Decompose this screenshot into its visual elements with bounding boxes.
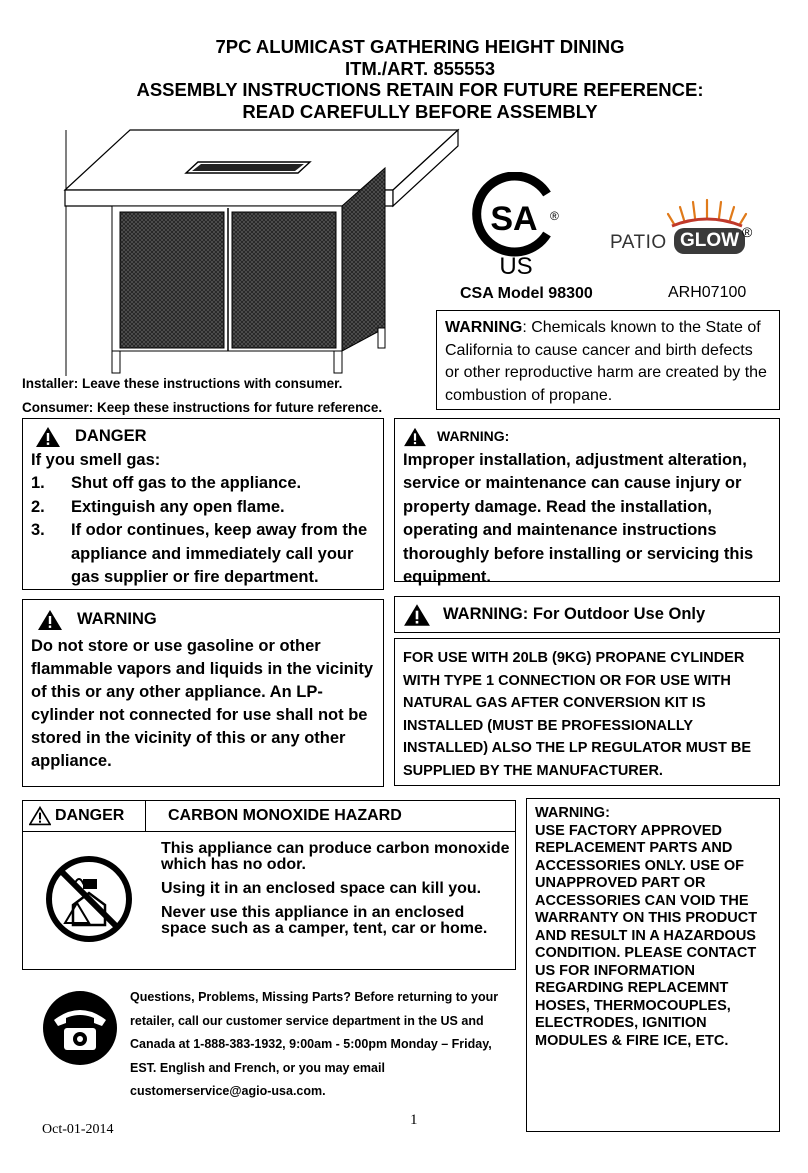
propane-requirements-text: FOR USE WITH 20LB (9KG) PROPANE CYLINDER WITH TYPE 1 CONNECTION OR FOR USE WITH NATURAL GAS AFTER CONVERSION KIT IS INSTALLED (MUST BE PROFESSIONALLY INSTALLED) ALSO THE LP REGULATOR MUST BE SUPPLIED BY THE MANUFACTURER. [403,650,751,779]
step-number: 3. [31,521,45,539]
step-text: Extinguish any open flame. [71,497,285,516]
co-hazard-p2: Using it in an enclosed space can kill you. [161,880,482,897]
patioglow-glow-text: GLOW [674,228,745,254]
csa-model-label: CSA Model 98300 [460,285,593,302]
step-text: Shut off gas to the appliance. [71,474,302,492]
title-line-4: READ CAREFULLY BEFORE ASSEMBLY [242,100,598,122]
warning-gasoline-text: Do not store or use gasoline or other flammable vapors and liquids in the vicinity of this or any other appliance. An LP-cylinder not connected for use shall not be stored in the vicinity of this or any other appliance. [31,637,373,770]
warning-triangle-icon [37,609,63,631]
warning-triangle-icon [403,603,431,627]
step-number: 1. [31,474,45,492]
co-hazard-title: CARBON MONOXIDE HAZARD [168,807,402,824]
prop65-warning-label: WARNING [445,319,523,336]
warning-triangle-icon [29,806,51,826]
patioglow-patio-text: PATIO [610,232,667,253]
contact-text: Questions, Problems, Missing Parts? Before returning to your retailer, call our customer service department in the US and Canada at 1-888-383-1932, 9:00am - 5:00pm Monday – Friday, EST. English and French, or you may email customerservice@agio-usa.com. [130,990,499,1098]
document-title [60,36,780,122]
step-number: 2. [31,497,45,516]
co-hazard-p1: This appliance can produce carbon monoxide which has no odor. [161,840,510,873]
danger-gas-step [31,496,375,520]
arh-code-label: ARH07100 [668,284,747,301]
patioglow-reg-mark: ® [742,224,753,240]
warning-install-text: Improper installation, adjustment alteration, service or maintenance can cause injury or property damage. Read the installation, operating and maintenance instructions thoroughly before installing or servicing this equipment. [403,450,754,586]
co-hazard-box [22,800,516,970]
parts-warning-box [526,798,780,1132]
danger-gas-heading: DANGER [75,427,147,445]
parts-warning-heading: WARNING: [535,805,610,821]
danger-gas-box [22,418,384,590]
page-number: 1 [410,1112,418,1128]
title-line-1: 7PC ALUMICAST GATHERING HEIGHT DINING [215,36,625,57]
danger-gas-steps [31,472,375,590]
csa-logo [472,172,562,280]
prop65-warning-text: : Chemicals known to the State of California to cause cancer and birth defects or other reproductive harm are created by the combustion of propane. [445,319,767,404]
footer-date: Oct-01-2014 [42,1122,114,1137]
title-line-3: ASSEMBLY INSTRUCTIONS RETAIN FOR FUTURE REFERENCE: [136,79,704,100]
telephone-icon [42,990,118,1066]
co-danger-label: DANGER [55,807,125,824]
step-text: If odor continues, keep away from the appliance and immediately call your gas supplier or fire department. [71,521,368,586]
flame-rays-icon [662,198,752,228]
csa-reg-mark: ® [550,209,559,223]
no-enclosed-space-icon [43,853,135,945]
consumer-note: Consumer: Keep these instructions for future reference. [22,400,383,415]
co-hazard-text [161,841,511,937]
installer-note: Installer: Leave these instructions with consumer. [22,376,343,391]
warning-install-heading: WARNING: [437,428,510,444]
co-hazard-p3: Never use this appliance in an enclosed space such as a camper, tent, car or home. [161,904,488,937]
co-hazard-header-divider [145,801,146,831]
propane-requirements-box [394,638,780,786]
parts-warning-text: USE FACTORY APPROVED REPLACEMENT PARTS AND ACCESSORIES ONLY. USE OF UNAPPROVED PART OR ACCESSORIES CAN VOID THE WARRANTY ON THIS PRODUCT AND RESULT IN A HAZARDOUS CONDITION. PLEASE CONTACT US FOR INFORMATION REGARDING REPLACEMNT HOSES, THERMOCOUPLES, ELECTRODES, IGNITION MODULES & FIRE ICE, ETC. [535,822,758,1049]
fire-table-illustration [60,128,460,378]
warning-outdoor-box [394,596,780,633]
csa-us-text: US [499,253,533,280]
title-line-2: ITM./ART. 855553 [344,57,496,79]
danger-gas-step [31,472,375,496]
warning-triangle-icon [35,426,61,448]
danger-gas-intro: If you smell gas: [31,450,161,469]
warning-triangle-icon [403,427,427,447]
patioglow-logo [610,198,780,273]
warning-outdoor-heading: WARNING: For Outdoor Use Only [443,605,706,623]
warning-install-box [394,418,780,586]
danger-gas-step [31,519,375,590]
warning-gasoline-heading: WARNING [77,610,157,628]
warning-gasoline-box [22,599,384,787]
csa-logo-text: SA [490,200,538,238]
prop65-warning-box [436,310,780,410]
